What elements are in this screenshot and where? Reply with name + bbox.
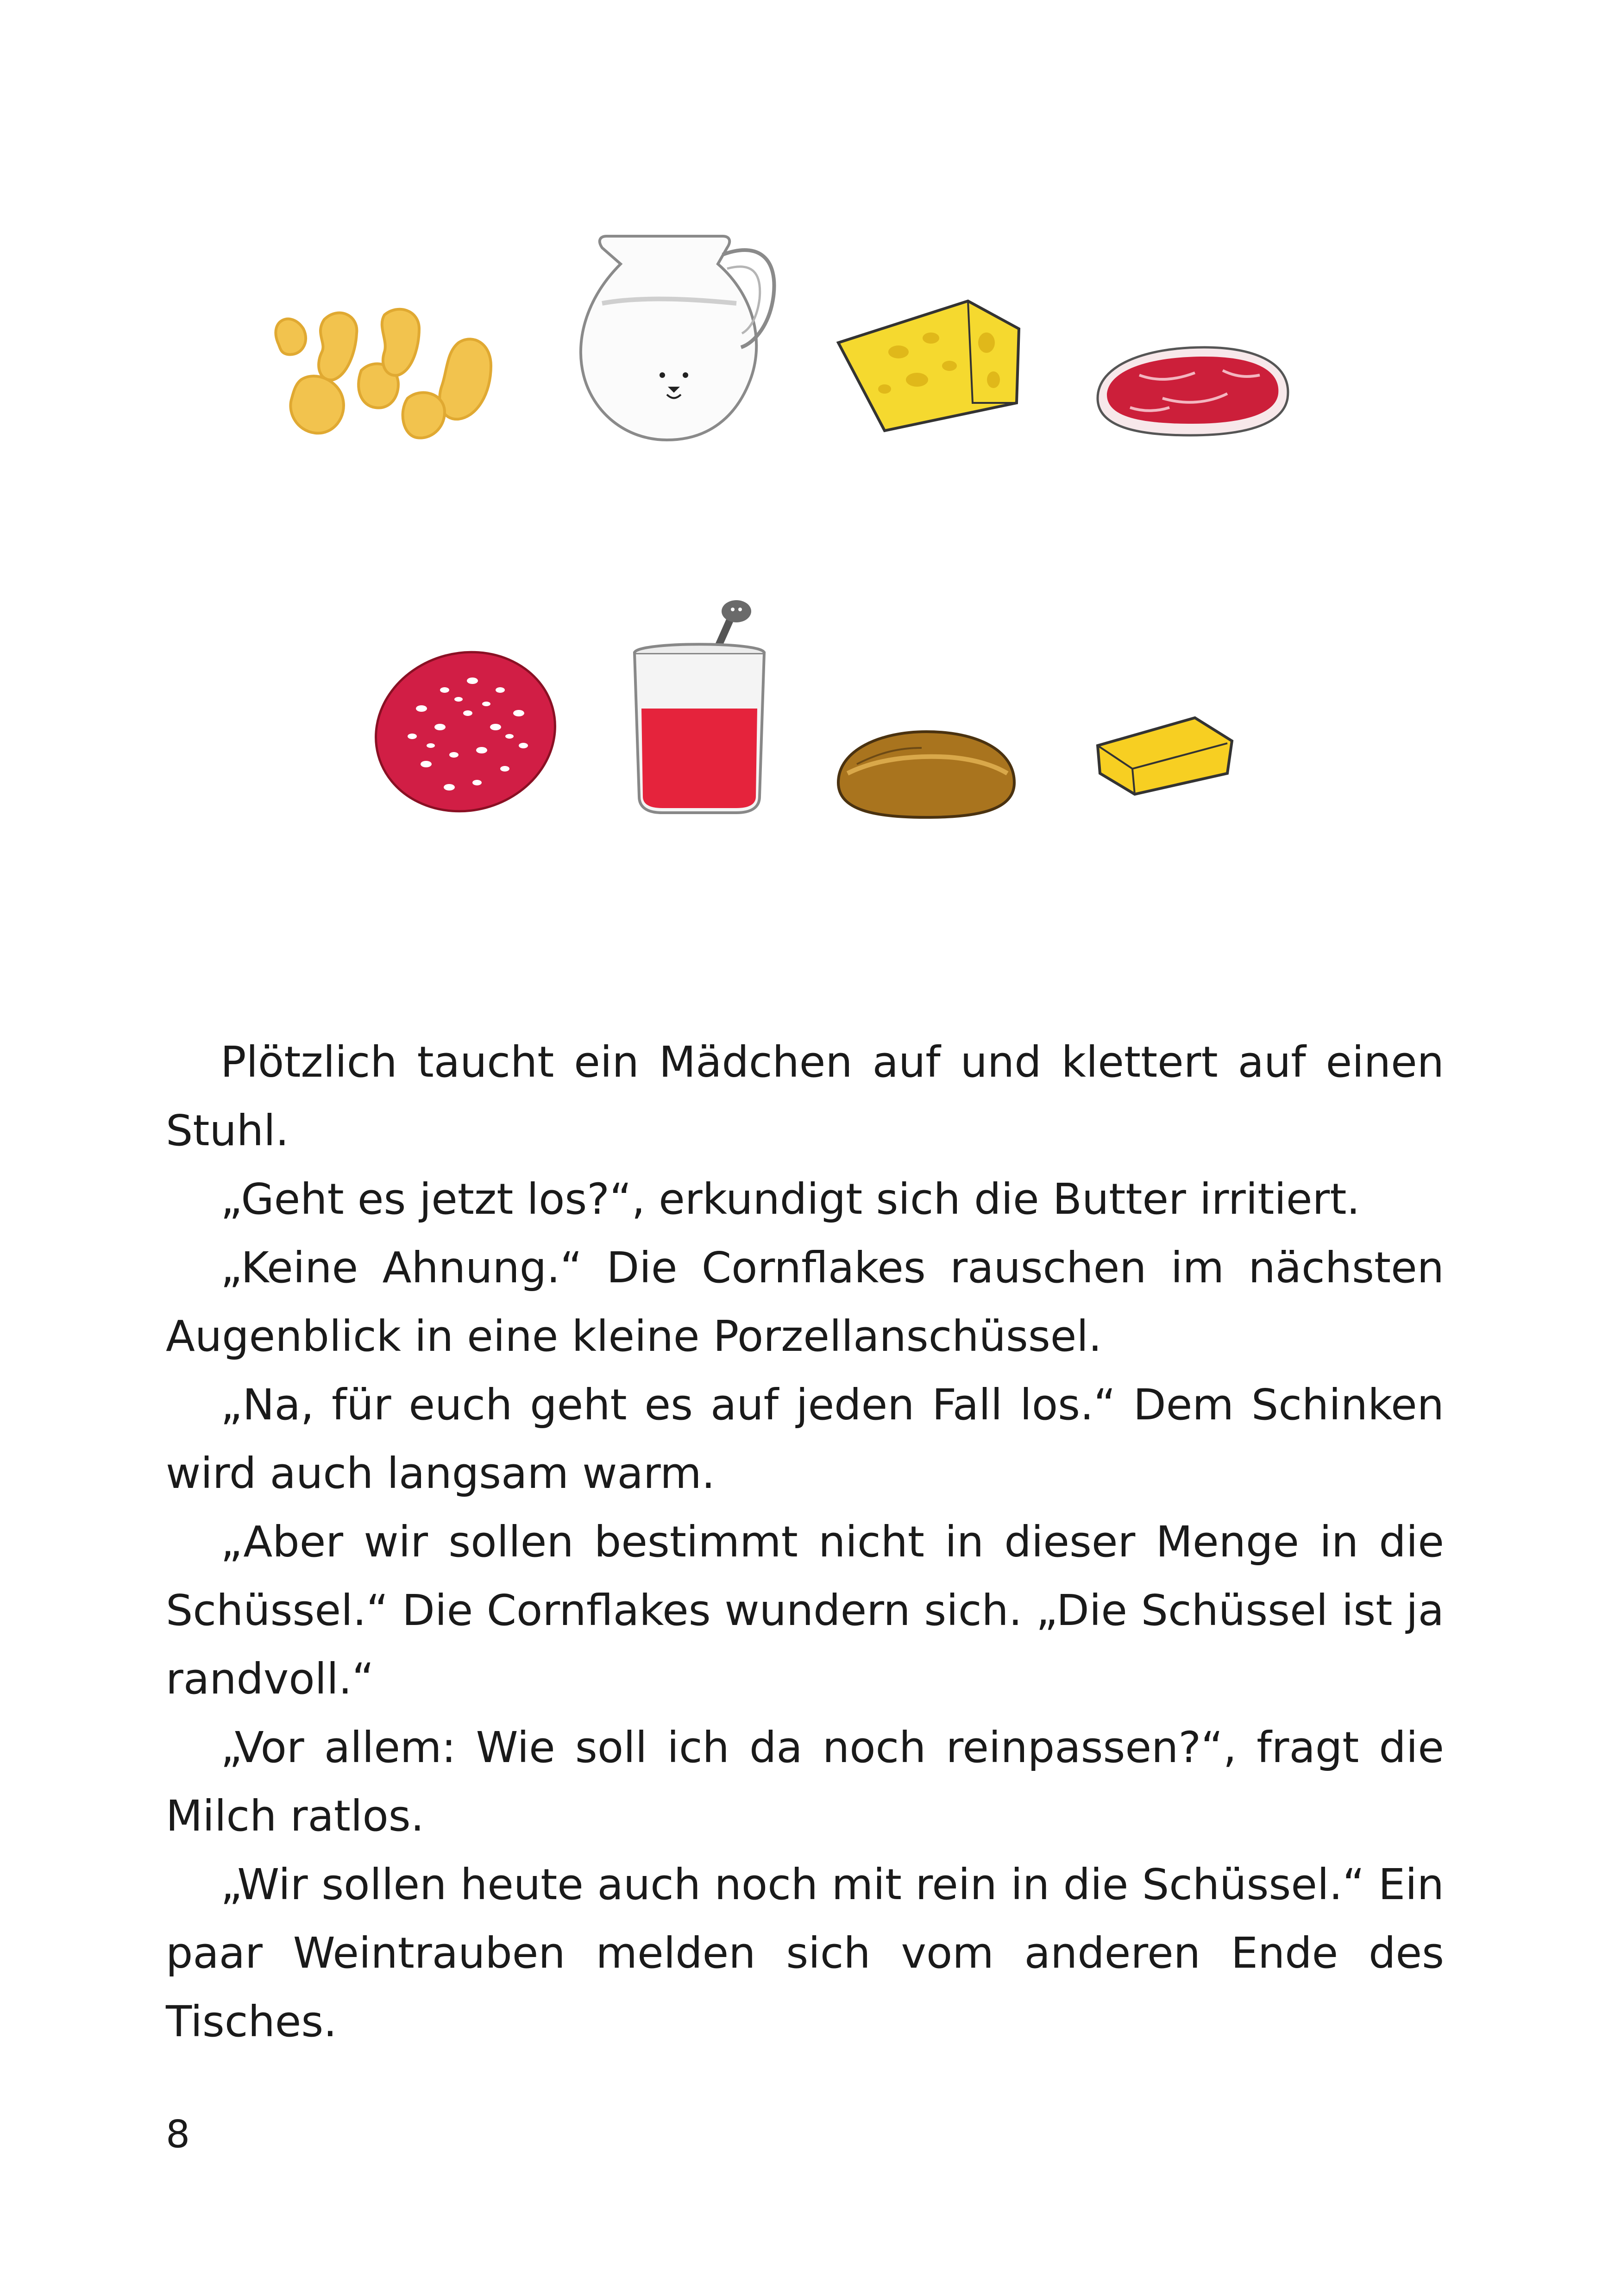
- story-text: [166, 1028, 1444, 2056]
- cheese-illustration: [834, 287, 1028, 440]
- cornflakes-illustration: [259, 301, 519, 468]
- paragraph: „Aber wir sollen bestimmt nicht in dieser Menge in die Schüssel.“ Die Cornflakes wundern sich. „Die Schüssel ist ja randvoll.“: [166, 1517, 1444, 1704]
- page-number: 8: [166, 2113, 190, 2157]
- paragraph: Plötzlich taucht ein Mädchen auf und klettert auf einen Stuhl.: [166, 1037, 1444, 1155]
- breakfast-illustrations: [0, 0, 1621, 880]
- milk-jug-illustration: [570, 222, 792, 454]
- paragraph: „Wir sollen heute auch noch mit rein in die Schüssel.“ Ein paar Weintrauben melden sich vom anderen Ende des Tisches.: [166, 1860, 1444, 2046]
- jam-jar-illustration: [621, 597, 778, 820]
- paragraph: „Vor allem: Wie soll ich da noch reinpassen?“, fragt die Milch ratlos.: [166, 1723, 1444, 1841]
- ham-illustration: [1088, 338, 1301, 445]
- salami-illustration: [366, 644, 565, 820]
- paragraph: „Na, für euch geht es auf jeden Fall los.“ Dem Schinken wird auch langsam warm.: [166, 1380, 1444, 1498]
- paragraph: „Geht es jetzt los?“, erkundigt sich die Butter irritiert.: [220, 1174, 1360, 1224]
- paragraph: „Keine Ahnung.“ Die Cornflakes rauschen im nächsten Augenblick in eine kleine Porzellanschüssel.: [166, 1243, 1444, 1361]
- bread-illustration: [829, 722, 1024, 824]
- butter-illustration: [1088, 699, 1246, 801]
